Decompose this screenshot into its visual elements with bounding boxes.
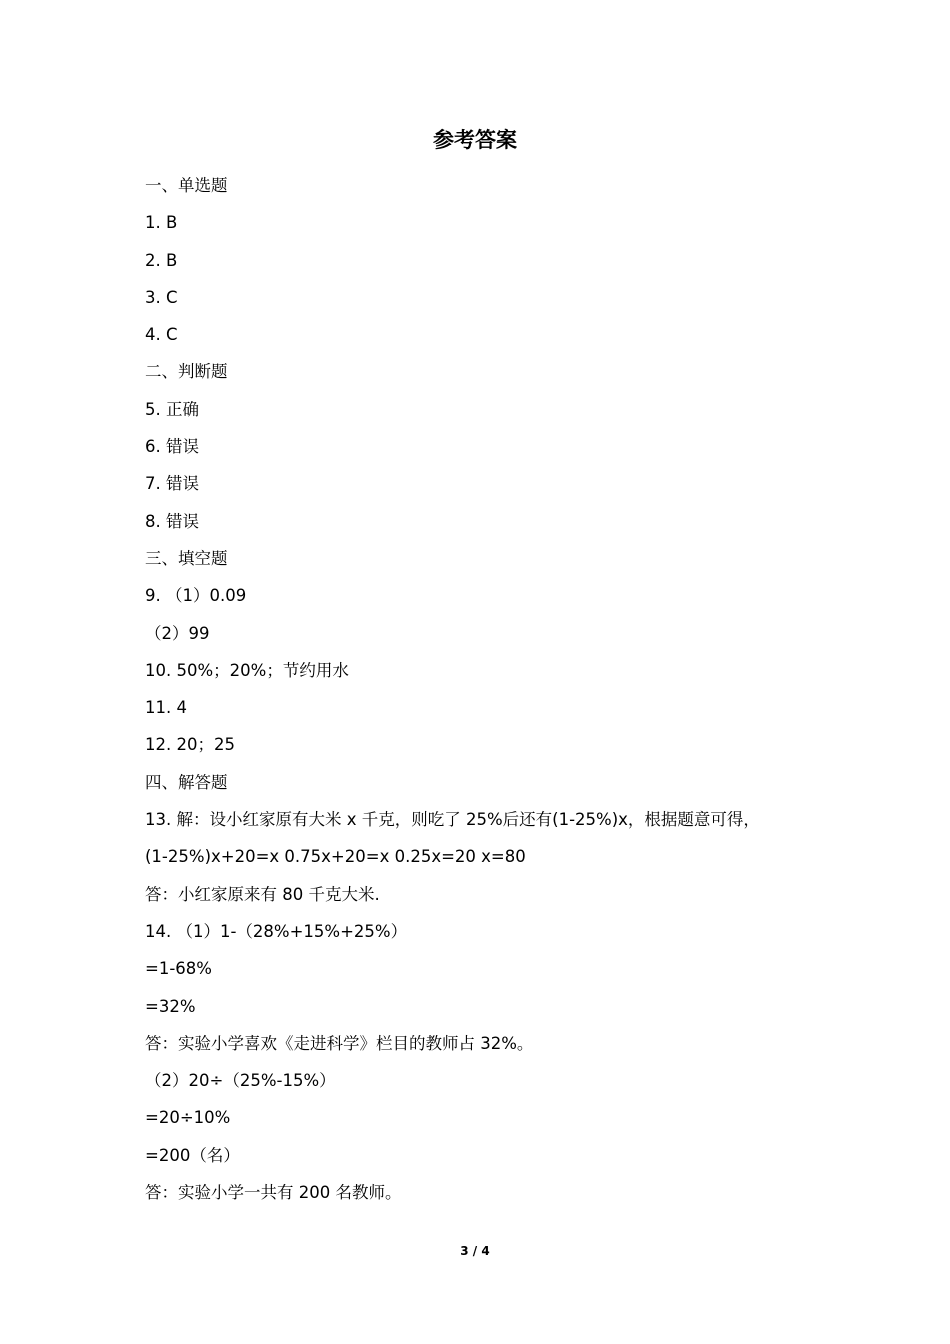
answer-line-8: 8. 错误 — [145, 511, 199, 531]
answer-line-11: 11. 4 — [145, 698, 187, 718]
answer-line-9-part-2: （2）99 — [145, 623, 210, 643]
answer-line-14-part-2: （2）20÷（25%-15%） — [145, 1071, 336, 1091]
answer-line-14-step-3: =20÷10% — [145, 1108, 231, 1128]
answer-line-6: 6. 错误 — [145, 437, 199, 457]
answer-content — [145, 167, 825, 1211]
answer-line-10: 10. 50%；20%；节约用水 — [145, 660, 349, 680]
answer-line-14-step-2: =32% — [145, 996, 196, 1016]
answer-line-3: 3. C — [145, 287, 178, 307]
section-heading-true-false: 二、判断题 — [145, 362, 228, 382]
answer-line-12: 12. 20；25 — [145, 735, 235, 755]
section-heading-solutions: 四、解答题 — [145, 772, 228, 792]
page-title: 参考答案 — [433, 128, 517, 152]
answer-line-14-part-1: 14. （1）1-（28%+15%+25%） — [145, 921, 408, 941]
answer-line-5: 5. 正确 — [145, 399, 199, 419]
answer-line-14-conclusion-1: 答：实验小学喜欢《走进科学》栏目的教师占 32%。 — [145, 1033, 534, 1053]
answer-line-7: 7. 错误 — [145, 474, 199, 494]
section-heading-single-choice: 一、单选题 — [145, 176, 228, 195]
answer-line-1: 1. B — [145, 213, 178, 233]
answer-line-14-step-4: =200（名） — [145, 1145, 240, 1165]
answer-line-14-conclusion-2: 答：实验小学一共有 200 名教师。 — [145, 1183, 402, 1203]
answer-line-14-step-1: =1-68% — [145, 959, 212, 979]
page-number: 3 / 4 — [460, 1244, 490, 1258]
answer-line-13-equation: (1-25%)x+20=x 0.75x+20=x 0.25x=20 x=80 — [145, 847, 526, 867]
answer-line-9-part-1: 9. （1）0.09 — [145, 586, 247, 606]
answer-line-2: 2. B — [145, 250, 178, 270]
answer-line-13-conclusion: 答：小红家原来有 80 千克大米. — [145, 884, 380, 904]
answer-line-4: 4. C — [145, 325, 178, 345]
section-heading-fill-blank: 三、填空题 — [145, 548, 228, 568]
answer-line-13-setup: 13. 解：设小红家原有大米 x 千克，则吃了 25%后还有(1-25%)x，根据题意可得， — [145, 810, 760, 830]
